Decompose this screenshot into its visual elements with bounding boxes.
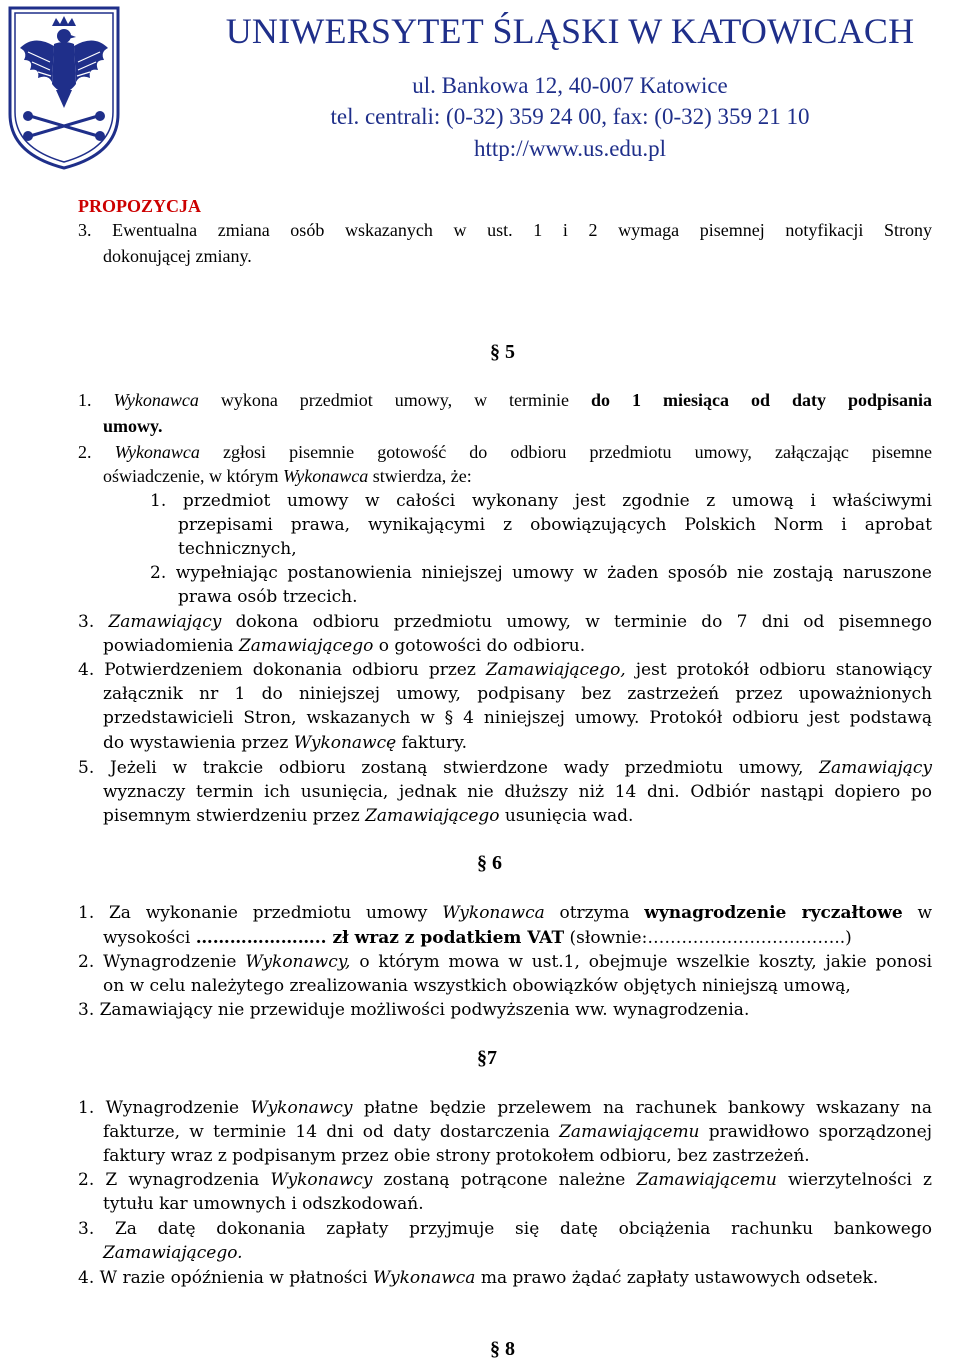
s6-item-3: 3. Zamawiający nie przewiduje możliwości podwyższenia ww. wynagrodzenia. [78,1000,750,1020]
s7-item-2-line-2: tytułu kar umownych i odszkodowań. [103,1194,424,1214]
university-address: ul. Bankowa 12, 40-007 Katowice [412,73,728,98]
s5-item-3-line-1: 3. Zamawiający dokona odbioru przedmiotu umowy, w terminie do 7 dni od pisemnego [78,612,932,632]
s7-item-3-line-1: 3. Za datę dokonania zapłaty przyjmuje się datę obciążenia rachunku bankowego [78,1219,932,1239]
section-7-heading: §7 [477,1047,497,1069]
s5-sub-2-line-2: prawa osób trzecich. [178,587,358,607]
s5-item-1-line-1: 1. Wykonawca wykona przedmiot umowy, w terminie do 1 miesiąca od daty podpisania [78,390,932,410]
paragraph-3-line-2: dokonującej zmiany. [103,246,252,266]
s5-sub-2-line-1: 2. wypełniając postanowienia niniejszej umowy w żaden sposób nie zostają naruszone [150,563,932,583]
s5-item-2-line-2: oświadczenie, w którym Wykonawca stwierdza, że: [103,466,472,486]
university-seal-logo [6,4,122,172]
paragraph-3-line-1: 3. Ewentualna zmiana osób wskazanych w ust. 1 i 2 wymaga pisemnej notyfikacji Strony [78,220,932,240]
s5-sub-1-line-3: technicznych, [178,539,297,559]
s5-sub-1-line-1: 1. przedmiot umowy w całości wykonany jest zgodnie z umową i właściwymi [150,491,932,511]
s5-sub-1-line-2: przepisami prawa, wynikającymi z obowiązujących Polskich Norm i aprobat [178,515,932,535]
s5-item-5-line-2: wyznaczy termin ich usunięcia, jednak nie dłuższy niż 14 dni. Odbiór nastąpi dopiero po [103,782,932,802]
proposal-label: PROPOZYCJA [78,196,201,216]
s5-item-1-line-2: umowy. [103,416,163,436]
s5-item-4-line-1: 4. Potwierdzeniem dokonania odbioru przez Zamawiającego, jest protokół odbioru stanowiący [78,660,932,680]
s7-item-1-line-1: 1. Wynagrodzenie Wykonawcy płatne będzie przelewem na rachunek bankowy wskazany na [78,1098,933,1118]
university-phone: tel. centrali: (0-32) 359 24 00, fax: (0-32) 359 21 10 [330,104,810,129]
s6-item-1-line-2: wysokości ………………….. zł wraz z podatkiem VAT (słownie:……………………………..) [103,928,852,948]
s7-item-1-line-3: faktury wraz z podpisanym przez obie strony protokołem odbioru, bez zastrzeżeń. [103,1146,810,1166]
section-5-heading: § 5 [490,341,515,363]
s6-item-1-line-1: 1. Za wykonanie przedmiotu umowy Wykonawca otrzyma wynagrodzenie ryczałtowe w [78,903,932,923]
university-website[interactable]: http://www.us.edu.pl [473,136,667,161]
s6-item-2-line-1: 2. Wynagrodzenie Wykonawcy, o którym mowa w ust.1, obejmuje wszelkie koszty, jakie ponosi [78,952,933,972]
s6-item-2-line-2: on w celu należytego zrealizowania wszystkich obowiązków objętych niniejszą umową, [103,976,851,996]
s5-item-3-line-2: powiadomienia Zamawiającego o gotowości do odbioru. [103,636,586,656]
s5-item-5-line-1: 5. Jeżeli w trakcie odbioru zostaną stwierdzone wady przedmiotu umowy, Zamawiający [78,758,932,778]
university-name: UNIWERSYTET ŚLĄSKI W KATOWICACH [225,11,915,51]
s5-item-4-line-2: załącznik nr 1 do niniejszej umowy, podpisany bez zastrzeżeń przez upoważnionych [103,684,932,704]
s5-item-2-line-1: 2. Wykonawca zgłosi pisemnie gotowość do odbioru przedmiotu umowy, załączając pisemne [78,442,933,462]
section-6-heading: § 6 [477,852,502,874]
s7-item-3-line-2: Zamawiającego. [103,1243,243,1263]
s5-item-4-line-4: do wystawienia przez Wykonawcę faktury. [103,733,467,753]
s5-item-4-line-3: przedstawicieli Stron, wskazanych w § 4 niniejszej umowy. Protokół odbioru jest podstawą [103,708,932,728]
s7-item-2-line-1: 2. Z wynagrodzenia Wykonawcy zostaną potrącone należne Zamawiającemu wierzytelności z [78,1170,932,1190]
s5-item-5-line-3: pisemnym stwierdzeniu przez Zamawiającego usunięcia wad. [103,806,634,826]
s7-item-4: 4. W razie opóźnienia w płatności Wykonawca ma prawo żądać zapłaty ustawowych odsetek. [78,1268,879,1288]
s7-item-1-line-2: fakturze, w terminie 14 dni od daty dostarczenia Zamawiającemu prawidłowo sporządzonej [103,1122,932,1142]
section-8-heading: § 8 [490,1338,515,1360]
